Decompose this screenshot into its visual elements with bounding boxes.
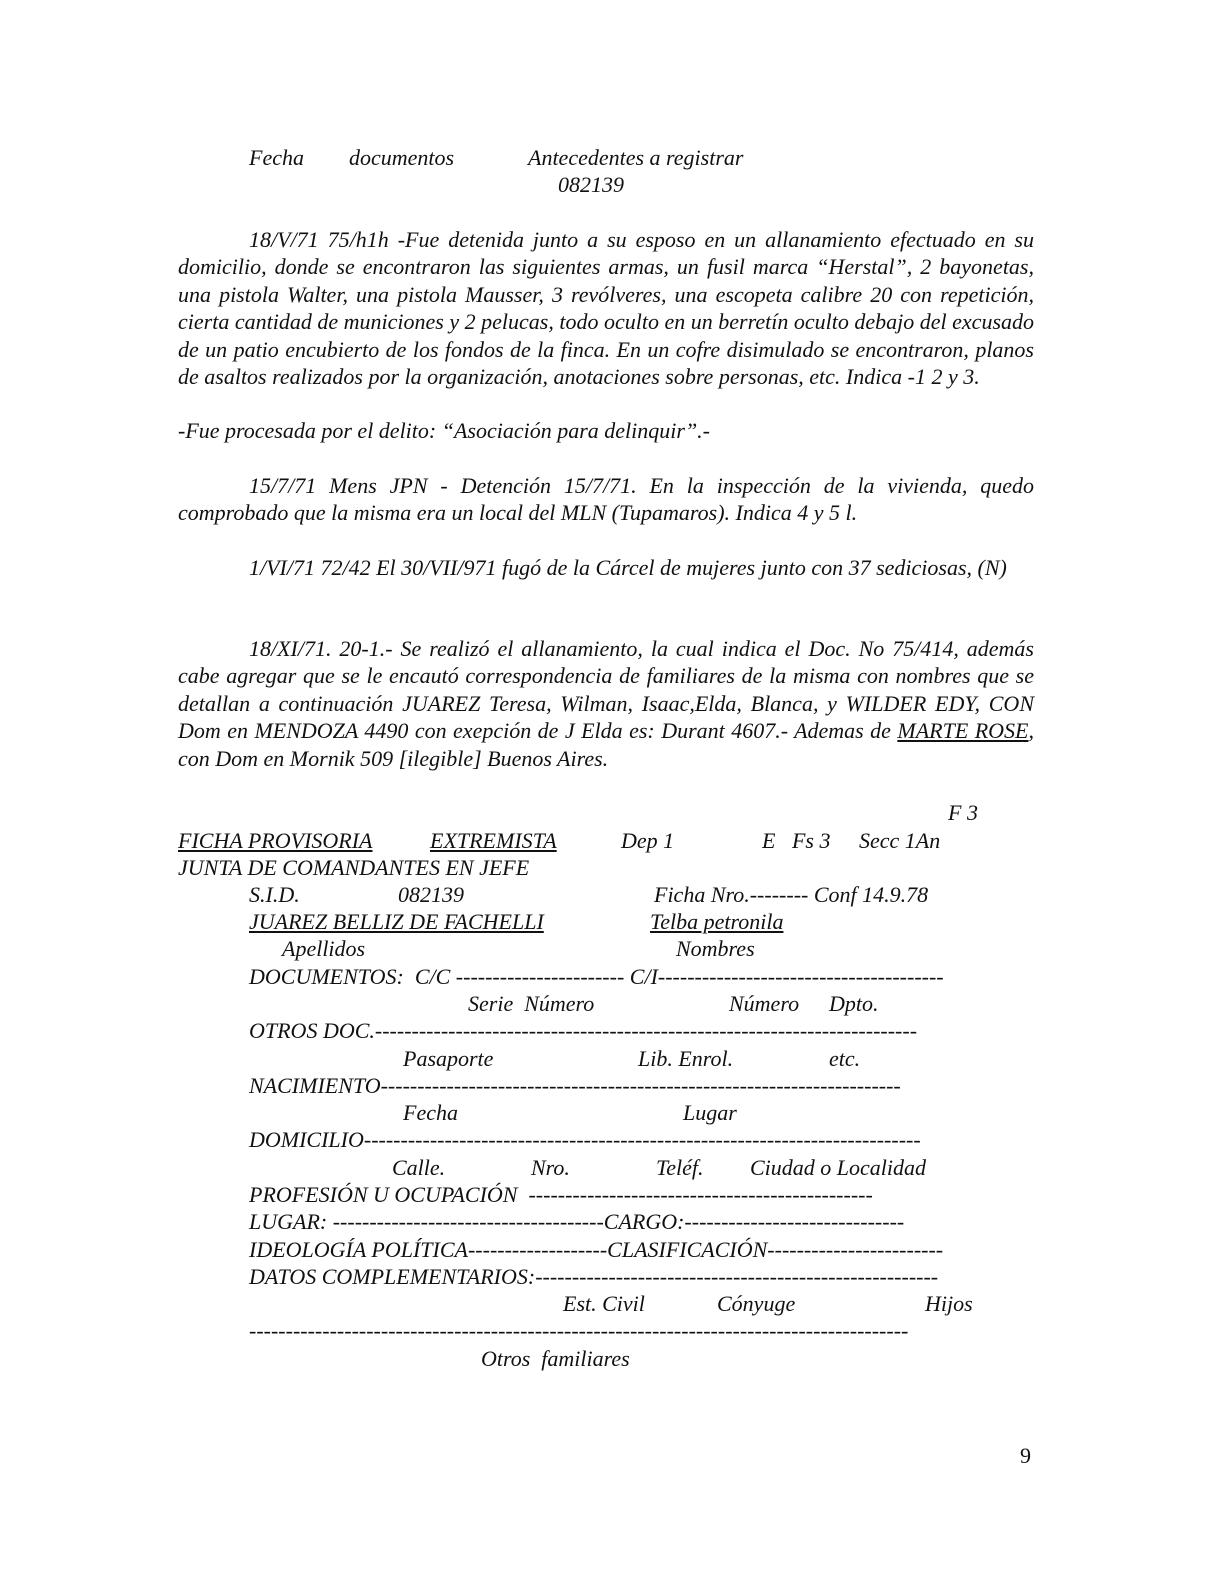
pasaporte-label: Pasaporte [403, 1046, 494, 1071]
calle-label: Calle. [392, 1155, 446, 1180]
otros-doc-line: OTROS DOC.-------------------------------------------------------------------------- [249, 1018, 918, 1043]
fecha-label: Fecha [403, 1100, 458, 1125]
entry-4-text-after: , con Dom en Mornik 509 [ilegible] Buenos Aires. [178, 718, 1034, 771]
sid-value: 082139 [398, 882, 464, 907]
ficha-fs: E Fs 3 [762, 828, 831, 853]
nombres-label: Nombres [676, 936, 755, 961]
lib-enrol-label: Lib. Enrol. [638, 1046, 734, 1071]
header-fecha: Fecha [249, 145, 304, 170]
lugar-label: Lugar [683, 1100, 737, 1125]
entry-4-underlined-name: MARTE ROSE [897, 718, 1029, 744]
ficha-secc: Secc 1An [859, 828, 941, 853]
hijos-label: Hijos [925, 1291, 973, 1316]
profesion-line: PROFESIÓN U OCUPACIÓN ----------------------------------------------- [249, 1182, 873, 1207]
ficha-nro: Ficha Nro.-------- Conf 14.9.78 [654, 882, 929, 907]
otros-familiares-label: Otros familiares [481, 1346, 630, 1371]
etc-label: etc. [829, 1046, 861, 1071]
sid-label: S.I.D. [249, 882, 300, 907]
serie-numero-label: Serie Número [468, 991, 595, 1016]
entry-4-text [178, 635, 1034, 772]
entry-4-text-before: 18/XI/71. 20-1.- Se realizó el allanamiento, la cual indica el Doc. No 75/414, además cabe agregar que se le encautó correspondencia de familiares de la misma con nombres que se detallan a continuación JUAREZ Teresa, Wilman, Isaac,Elda, Blanca, y WILDER EDY, CON Dom en MENDOZA 4490 con exepción de J Elda es: Durant 4607.- Ademas de [178, 636, 1034, 744]
nro-label: Nro. [531, 1155, 570, 1180]
nacimiento-line: NACIMIENTO----------------------------------------------------------------------- [249, 1073, 901, 1098]
apellidos-label: Apellidos [282, 936, 366, 961]
dpto-label: Dpto. [829, 991, 879, 1016]
telef-label: Teléf. [656, 1155, 704, 1180]
ficha-dep: Dep 1 [621, 828, 675, 853]
separator-line: ------------------------------------------------------------------------------------------ [249, 1318, 909, 1343]
est-civil-label: Est. Civil [563, 1291, 645, 1316]
header-code: 082139 [558, 172, 624, 197]
datos-line: DATOS COMPLEMENTARIOS:------------------------------------------------------- [249, 1264, 939, 1289]
conyuge-label: Cónyuge [717, 1291, 796, 1316]
header-antecedentes: Antecedentes a registrar [528, 145, 744, 170]
entry-2-text: 15/7/71 Mens JPN - Detención 15/7/71. En la inspección de la vivienda, quedo comprobado que la misma era un local del MLN (Tupamaros). Indica 4 y 5 l. [178, 473, 1034, 526]
entry-1-text: 18/V/71 75/h1h -Fue detenida junto a su esposo en un allanamiento efectuado en su domicilio, donde se encontraron las siguientes armas, un fusil marca “Herstal”, 2 bayonetas, una pistola Walter, una pistola Mausser, 3 revólveres, una escopeta calibre 20 con repetición, cierta cantidad de municiones y 2 pelucas, todo oculto en un berretín oculto debajo del excusado de un patio encubierto de los fondos de la finca. En un cofre disimulado se encontraron, planos de asaltos realizados por la organización, anotaciones sobre personas, etc. Indica -1 2 y 3. [178, 227, 1034, 390]
nombres-value: Telba petronila [650, 909, 784, 934]
entry-3-text: 1/VI/71 72/42 El 30/VII/971 fugó de la Cárcel de mujeres junto con 37 sediciosas, (N) [249, 555, 1007, 580]
apellidos-value: JUAREZ BELLIZ DE FACHELLI [249, 909, 544, 934]
page-number: 9 [1020, 1443, 1031, 1468]
folio: F 3 [948, 800, 978, 825]
numero-label: Número [729, 991, 800, 1016]
ficha-title: FICHA PROVISORIA [178, 828, 373, 853]
documentos-line: DOCUMENTOS: C/C ----------------------- C/I--------------------------------------- [249, 964, 944, 989]
ficha-type: EXTREMISTA [430, 828, 557, 853]
ficha-junta: JUNTA DE COMANDANTES EN JEFE [178, 855, 530, 880]
header-documentos: documentos [349, 145, 455, 170]
ideologia-line: IDEOLOGÍA POLÍTICA-------------------CLASIFICACIÓN------------------------ [249, 1237, 944, 1262]
entry-1-procesada: -Fue procesada por el delito: “Asociación para delinquir”.- [178, 418, 711, 443]
lugar-cargo-line: LUGAR: -------------------------------------CARGO:------------------------------ [249, 1209, 905, 1234]
domicilio-line: DOMICILIO---------------------------------------------------------------------------- [249, 1127, 921, 1152]
ciudad-label: Ciudad o Localidad [750, 1155, 927, 1180]
